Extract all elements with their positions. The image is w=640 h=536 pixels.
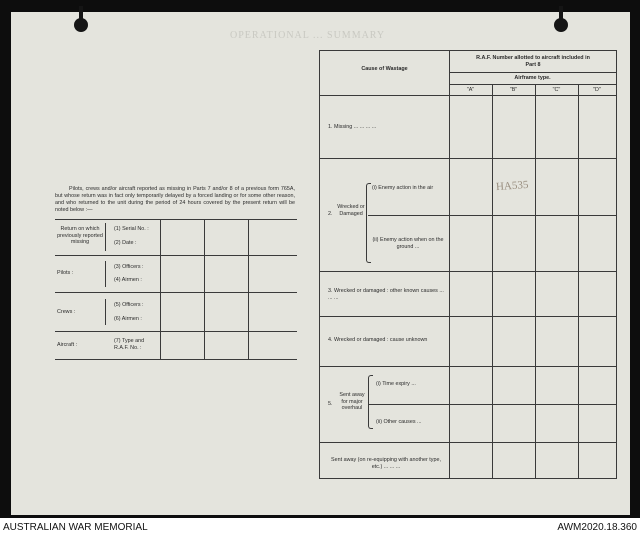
aircraft-label: Aircraft : [57,342,78,348]
row-overhaul-label: Sent away for major overhaul [339,392,365,411]
row-wrecked-label: Wrecked or Damaged [337,204,365,217]
raf-number-header: R.A.F. Number allotted to aircraft included in Part 8 [476,55,590,68]
pilots-label: Pilots : [57,270,74,276]
row-cause-unknown-label: 4. Wrecked or damaged : cause unknown [328,337,428,343]
instructions-paragraph [55,186,295,214]
serial-no-label: (1) Serial No. : [114,226,149,232]
instructions-text: Pilots, crews and/or aircraft reported as missing in Parts 7 and/or 8 of a previous form 765A, but whose return was in fact only temporarily delayed by a forced landing or for some other reason, and who returned to the unit during the period of 24 hours covered by the present return will be noted below :— [55,186,295,213]
row-enemy-air-label: (i) Enemy action in the air [372,185,434,191]
pilot-officers-label: (3) Officers : [114,264,144,270]
row-overhaul-number: 5. [328,401,333,407]
crew-officers-label: (5) Officers : [114,302,144,308]
row-other-known-label: 3. Wrecked or damaged : other known causes ... ... ... [328,288,444,301]
row-other-causes-label: (ii) Other causes ... [376,419,422,425]
airframe-type-header: Airframe type. [514,75,551,81]
wastage-table [319,50,617,479]
return-label: Return on which previously reported missing [57,226,103,245]
wrecked-brace [366,183,371,263]
footer-institution: AUSTRALIAN WAR MEMORIAL [3,522,148,533]
col-a-header: "A" [466,87,475,93]
bleed-through-text: OPERATIONAL ... SUMMARY [230,30,386,41]
col-c-header: "C" [552,87,561,93]
punch-hole [74,18,88,32]
type-raf-no-label: (7) Type and R.A.F. No. : [114,338,145,351]
row-re-equipping-label: Sent away (on re-equipping with another type, etc.) ... ... ... [331,457,441,470]
returned-missing-table [55,219,297,360]
punch-hole [554,18,568,32]
date-label: (2) Date : [114,240,137,246]
row-enemy-ground-label: (ii) Enemy action when on the ground ... [372,237,444,250]
handwritten-annotation: HA535 [495,178,529,194]
col-b-header: "B" [509,87,518,93]
crews-label: Crews : [57,309,76,315]
overhaul-brace [368,375,373,429]
crew-airmen-label: (6) Airmen : [114,316,142,322]
row-missing-label: 1. Missing ... ... ... ... [328,124,377,130]
cause-of-wastage-header: Cause of Wastage [361,66,408,72]
row-time-expiry-label: (i) Time expiry ... [376,381,416,387]
col-d-header: "D" [593,87,601,93]
pilot-airmen-label: (4) Airmen : [114,277,142,283]
row-wrecked-number: 2. [328,211,333,217]
footer-accession-number: AWM2020.18.360 [557,522,637,533]
